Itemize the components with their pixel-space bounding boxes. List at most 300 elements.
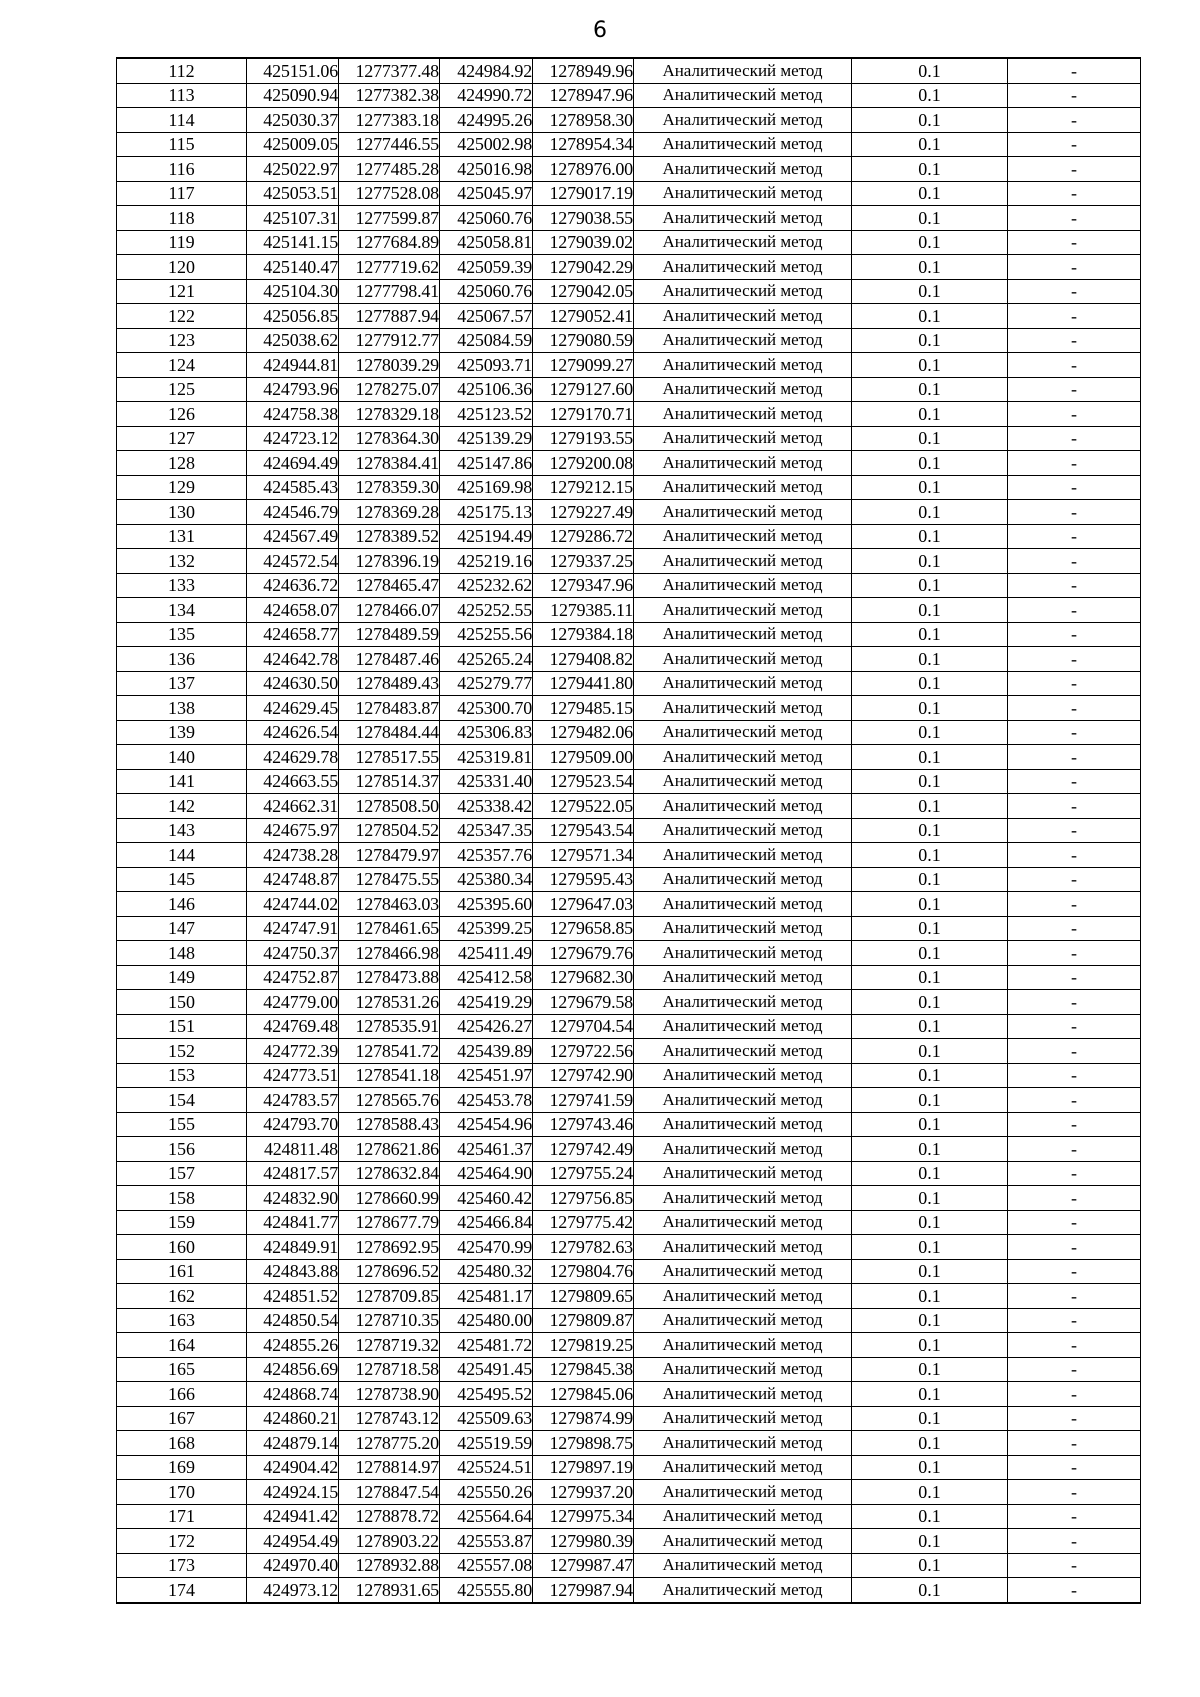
point-number-cell: 146 [117, 892, 247, 917]
table-body [117, 58, 1141, 1603]
point-number-cell: 118 [117, 206, 247, 231]
note-cell: - [1008, 622, 1141, 647]
y-old-cell: 1278508.50 [339, 794, 440, 819]
table-row [117, 451, 1141, 476]
note-cell: - [1008, 745, 1141, 770]
x-old-cell: 424843.88 [247, 1259, 339, 1284]
table-row [117, 1382, 1141, 1407]
x-old-cell: 424675.97 [247, 818, 339, 843]
note-cell: - [1008, 1284, 1141, 1309]
method-cell: Аналитический метод [634, 1553, 852, 1578]
table-row [117, 794, 1141, 819]
x-new-cell: 425059.39 [440, 255, 533, 280]
y-new-cell: 1279809.65 [533, 1284, 634, 1309]
point-number-cell: 121 [117, 279, 247, 304]
table-row [117, 1578, 1141, 1603]
y-new-cell: 1279385.11 [533, 598, 634, 623]
point-number-cell: 165 [117, 1357, 247, 1382]
x-new-cell: 425060.76 [440, 279, 533, 304]
y-new-cell: 1279722.56 [533, 1039, 634, 1064]
x-new-cell: 424995.26 [440, 108, 533, 133]
accuracy-cell: 0.1 [852, 426, 1008, 451]
table-row [117, 402, 1141, 427]
point-number-cell: 112 [117, 58, 247, 83]
point-number-cell: 117 [117, 181, 247, 206]
y-new-cell: 1279408.82 [533, 647, 634, 672]
y-old-cell: 1278660.99 [339, 1186, 440, 1211]
x-old-cell: 424850.54 [247, 1308, 339, 1333]
note-cell: - [1008, 279, 1141, 304]
y-old-cell: 1278369.28 [339, 500, 440, 525]
y-old-cell: 1278718.58 [339, 1357, 440, 1382]
x-old-cell: 424855.26 [247, 1333, 339, 1358]
x-old-cell: 424758.38 [247, 402, 339, 427]
point-number-cell: 169 [117, 1455, 247, 1480]
x-new-cell: 425252.55 [440, 598, 533, 623]
table-row [117, 377, 1141, 402]
accuracy-cell: 0.1 [852, 132, 1008, 157]
accuracy-cell: 0.1 [852, 1284, 1008, 1309]
note-cell: - [1008, 1063, 1141, 1088]
method-cell: Аналитический метод [634, 1406, 852, 1431]
method-cell: Аналитический метод [634, 279, 852, 304]
x-old-cell: 424832.90 [247, 1186, 339, 1211]
x-new-cell: 425060.76 [440, 206, 533, 231]
x-old-cell: 425141.15 [247, 230, 339, 255]
table-row [117, 916, 1141, 941]
x-old-cell: 424793.70 [247, 1112, 339, 1137]
accuracy-cell: 0.1 [852, 573, 1008, 598]
table-row [117, 500, 1141, 525]
point-number-cell: 131 [117, 524, 247, 549]
method-cell: Аналитический метод [634, 720, 852, 745]
x-old-cell: 424723.12 [247, 426, 339, 451]
y-new-cell: 1279845.06 [533, 1382, 634, 1407]
note-cell: - [1008, 1431, 1141, 1456]
note-cell: - [1008, 1014, 1141, 1039]
y-old-cell: 1278903.22 [339, 1529, 440, 1554]
x-old-cell: 424944.81 [247, 353, 339, 378]
x-old-cell: 425022.97 [247, 157, 339, 182]
x-old-cell: 424793.96 [247, 377, 339, 402]
note-cell: - [1008, 1186, 1141, 1211]
x-new-cell: 425399.25 [440, 916, 533, 941]
accuracy-cell: 0.1 [852, 1382, 1008, 1407]
y-old-cell: 1278504.52 [339, 818, 440, 843]
x-old-cell: 424567.49 [247, 524, 339, 549]
method-cell: Аналитический метод [634, 1308, 852, 1333]
x-new-cell: 425426.27 [440, 1014, 533, 1039]
y-new-cell: 1279286.72 [533, 524, 634, 549]
y-new-cell: 1279522.05 [533, 794, 634, 819]
point-number-cell: 124 [117, 353, 247, 378]
table-row [117, 1210, 1141, 1235]
y-new-cell: 1279647.03 [533, 892, 634, 917]
point-number-cell: 137 [117, 671, 247, 696]
table-row [117, 696, 1141, 721]
y-old-cell: 1278483.87 [339, 696, 440, 721]
accuracy-cell: 0.1 [852, 990, 1008, 1015]
x-old-cell: 424662.31 [247, 794, 339, 819]
y-old-cell: 1278531.26 [339, 990, 440, 1015]
accuracy-cell: 0.1 [852, 279, 1008, 304]
coordinates-table [116, 57, 1141, 1604]
y-old-cell: 1278466.07 [339, 598, 440, 623]
table-row [117, 255, 1141, 280]
y-old-cell: 1278473.88 [339, 965, 440, 990]
note-cell: - [1008, 1259, 1141, 1284]
x-old-cell: 424970.40 [247, 1553, 339, 1578]
note-cell: - [1008, 965, 1141, 990]
x-old-cell: 425107.31 [247, 206, 339, 231]
method-cell: Аналитический метод [634, 1578, 852, 1603]
x-old-cell: 424879.14 [247, 1431, 339, 1456]
table-row [117, 1161, 1141, 1186]
x-old-cell: 424744.02 [247, 892, 339, 917]
y-new-cell: 1279227.49 [533, 500, 634, 525]
accuracy-cell: 0.1 [852, 965, 1008, 990]
method-cell: Аналитический метод [634, 794, 852, 819]
method-cell: Аналитический метод [634, 132, 852, 157]
table-row [117, 475, 1141, 500]
point-number-cell: 171 [117, 1504, 247, 1529]
y-old-cell: 1278461.65 [339, 916, 440, 941]
accuracy-cell: 0.1 [852, 1235, 1008, 1260]
y-new-cell: 1279804.76 [533, 1259, 634, 1284]
y-old-cell: 1277528.08 [339, 181, 440, 206]
x-old-cell: 424748.87 [247, 867, 339, 892]
y-new-cell: 1279482.06 [533, 720, 634, 745]
point-number-cell: 167 [117, 1406, 247, 1431]
note-cell: - [1008, 916, 1141, 941]
y-old-cell: 1278396.19 [339, 549, 440, 574]
accuracy-cell: 0.1 [852, 206, 1008, 231]
method-cell: Аналитический метод [634, 843, 852, 868]
method-cell: Аналитический метод [634, 818, 852, 843]
table-row [117, 108, 1141, 133]
note-cell: - [1008, 255, 1141, 280]
x-old-cell: 424629.78 [247, 745, 339, 770]
method-cell: Аналитический метод [634, 671, 852, 696]
point-number-cell: 142 [117, 794, 247, 819]
accuracy-cell: 0.1 [852, 549, 1008, 574]
accuracy-cell: 0.1 [852, 1529, 1008, 1554]
x-old-cell: 424636.72 [247, 573, 339, 598]
table-row [117, 1357, 1141, 1382]
table-row [117, 132, 1141, 157]
note-cell: - [1008, 132, 1141, 157]
table-row [117, 1039, 1141, 1064]
x-new-cell: 425219.16 [440, 549, 533, 574]
x-new-cell: 425045.97 [440, 181, 533, 206]
method-cell: Аналитический метод [634, 1357, 852, 1382]
table-row [117, 573, 1141, 598]
table-row [117, 1186, 1141, 1211]
x-old-cell: 425038.62 [247, 328, 339, 353]
note-cell: - [1008, 1161, 1141, 1186]
method-cell: Аналитический метод [634, 451, 852, 476]
y-old-cell: 1278719.32 [339, 1333, 440, 1358]
accuracy-cell: 0.1 [852, 1357, 1008, 1382]
y-old-cell: 1278329.18 [339, 402, 440, 427]
x-new-cell: 425411.49 [440, 941, 533, 966]
note-cell: - [1008, 941, 1141, 966]
y-old-cell: 1278696.52 [339, 1259, 440, 1284]
note-cell: - [1008, 1406, 1141, 1431]
x-new-cell: 425175.13 [440, 500, 533, 525]
x-old-cell: 424849.91 [247, 1235, 339, 1260]
x-new-cell: 425338.42 [440, 794, 533, 819]
method-cell: Аналитический метод [634, 108, 852, 133]
accuracy-cell: 0.1 [852, 818, 1008, 843]
y-old-cell: 1278692.95 [339, 1235, 440, 1260]
x-new-cell: 425265.24 [440, 647, 533, 672]
note-cell: - [1008, 1235, 1141, 1260]
x-new-cell: 425454.96 [440, 1112, 533, 1137]
point-number-cell: 153 [117, 1063, 247, 1088]
x-new-cell: 425466.84 [440, 1210, 533, 1235]
accuracy-cell: 0.1 [852, 500, 1008, 525]
y-old-cell: 1278359.30 [339, 475, 440, 500]
x-new-cell: 425461.37 [440, 1137, 533, 1162]
point-number-cell: 126 [117, 402, 247, 427]
y-old-cell: 1278709.85 [339, 1284, 440, 1309]
method-cell: Аналитический метод [634, 230, 852, 255]
table-row [117, 671, 1141, 696]
note-cell: - [1008, 867, 1141, 892]
y-new-cell: 1279042.05 [533, 279, 634, 304]
table-row [117, 328, 1141, 353]
y-old-cell: 1278466.98 [339, 941, 440, 966]
table-row [117, 1137, 1141, 1162]
point-number-cell: 132 [117, 549, 247, 574]
y-old-cell: 1278463.03 [339, 892, 440, 917]
method-cell: Аналитический метод [634, 965, 852, 990]
method-cell: Аналитический метод [634, 475, 852, 500]
accuracy-cell: 0.1 [852, 1137, 1008, 1162]
x-new-cell: 425147.86 [440, 451, 533, 476]
y-old-cell: 1278489.43 [339, 671, 440, 696]
x-new-cell: 425306.83 [440, 720, 533, 745]
y-new-cell: 1279742.90 [533, 1063, 634, 1088]
point-number-cell: 158 [117, 1186, 247, 1211]
y-old-cell: 1278814.97 [339, 1455, 440, 1480]
accuracy-cell: 0.1 [852, 647, 1008, 672]
method-cell: Аналитический метод [634, 402, 852, 427]
accuracy-cell: 0.1 [852, 941, 1008, 966]
note-cell: - [1008, 451, 1141, 476]
y-new-cell: 1279052.41 [533, 304, 634, 329]
point-number-cell: 136 [117, 647, 247, 672]
y-new-cell: 1279775.42 [533, 1210, 634, 1235]
y-new-cell: 1279441.80 [533, 671, 634, 696]
method-cell: Аналитический метод [634, 58, 852, 83]
table-row [117, 892, 1141, 917]
note-cell: - [1008, 1578, 1141, 1603]
accuracy-cell: 0.1 [852, 524, 1008, 549]
y-new-cell: 1279679.76 [533, 941, 634, 966]
accuracy-cell: 0.1 [852, 622, 1008, 647]
note-cell: - [1008, 1553, 1141, 1578]
x-new-cell: 425495.52 [440, 1382, 533, 1407]
x-new-cell: 425357.76 [440, 843, 533, 868]
point-number-cell: 149 [117, 965, 247, 990]
y-new-cell: 1279099.27 [533, 353, 634, 378]
y-old-cell: 1278677.79 [339, 1210, 440, 1235]
note-cell: - [1008, 1455, 1141, 1480]
y-old-cell: 1277887.94 [339, 304, 440, 329]
note-cell: - [1008, 794, 1141, 819]
y-old-cell: 1278489.59 [339, 622, 440, 647]
method-cell: Аналитический метод [634, 1382, 852, 1407]
x-new-cell: 425419.29 [440, 990, 533, 1015]
accuracy-cell: 0.1 [852, 1553, 1008, 1578]
accuracy-cell: 0.1 [852, 1088, 1008, 1113]
y-new-cell: 1279987.47 [533, 1553, 634, 1578]
point-number-cell: 133 [117, 573, 247, 598]
point-number-cell: 173 [117, 1553, 247, 1578]
accuracy-cell: 0.1 [852, 1480, 1008, 1505]
x-new-cell: 425255.56 [440, 622, 533, 647]
y-new-cell: 1279212.15 [533, 475, 634, 500]
y-old-cell: 1278465.47 [339, 573, 440, 598]
accuracy-cell: 0.1 [852, 745, 1008, 770]
y-old-cell: 1277377.48 [339, 58, 440, 83]
x-old-cell: 424752.87 [247, 965, 339, 990]
point-number-cell: 156 [117, 1137, 247, 1162]
accuracy-cell: 0.1 [852, 1186, 1008, 1211]
method-cell: Аналитический метод [634, 1455, 852, 1480]
y-old-cell: 1277912.77 [339, 328, 440, 353]
y-old-cell: 1277382.38 [339, 83, 440, 108]
table-row [117, 720, 1141, 745]
accuracy-cell: 0.1 [852, 867, 1008, 892]
method-cell: Аналитический метод [634, 867, 852, 892]
point-number-cell: 123 [117, 328, 247, 353]
y-old-cell: 1278565.76 [339, 1088, 440, 1113]
note-cell: - [1008, 720, 1141, 745]
accuracy-cell: 0.1 [852, 304, 1008, 329]
table-row [117, 1235, 1141, 1260]
method-cell: Аналитический метод [634, 622, 852, 647]
note-cell: - [1008, 769, 1141, 794]
accuracy-cell: 0.1 [852, 1504, 1008, 1529]
note-cell: - [1008, 353, 1141, 378]
x-old-cell: 424783.57 [247, 1088, 339, 1113]
accuracy-cell: 0.1 [852, 1431, 1008, 1456]
x-new-cell: 425439.89 [440, 1039, 533, 1064]
y-old-cell: 1278541.72 [339, 1039, 440, 1064]
y-new-cell: 1279523.54 [533, 769, 634, 794]
y-old-cell: 1278479.97 [339, 843, 440, 868]
y-new-cell: 1279682.30 [533, 965, 634, 990]
x-old-cell: 424585.43 [247, 475, 339, 500]
accuracy-cell: 0.1 [852, 916, 1008, 941]
y-old-cell: 1278932.88 [339, 1553, 440, 1578]
x-new-cell: 425553.87 [440, 1529, 533, 1554]
y-new-cell: 1279756.85 [533, 1186, 634, 1211]
x-new-cell: 425519.59 [440, 1431, 533, 1456]
note-cell: - [1008, 671, 1141, 696]
y-new-cell: 1279975.34 [533, 1504, 634, 1529]
table-row [117, 941, 1141, 966]
method-cell: Аналитический метод [634, 990, 852, 1015]
point-number-cell: 155 [117, 1112, 247, 1137]
accuracy-cell: 0.1 [852, 598, 1008, 623]
note-cell: - [1008, 1480, 1141, 1505]
x-old-cell: 425140.47 [247, 255, 339, 280]
accuracy-cell: 0.1 [852, 1112, 1008, 1137]
x-old-cell: 424658.77 [247, 622, 339, 647]
note-cell: - [1008, 1137, 1141, 1162]
point-number-cell: 170 [117, 1480, 247, 1505]
point-number-cell: 122 [117, 304, 247, 329]
method-cell: Аналитический метод [634, 1480, 852, 1505]
y-old-cell: 1277383.18 [339, 108, 440, 133]
accuracy-cell: 0.1 [852, 451, 1008, 476]
x-new-cell: 425084.59 [440, 328, 533, 353]
x-old-cell: 424694.49 [247, 451, 339, 476]
accuracy-cell: 0.1 [852, 1039, 1008, 1064]
accuracy-cell: 0.1 [852, 1161, 1008, 1186]
y-new-cell: 1279658.85 [533, 916, 634, 941]
note-cell: - [1008, 83, 1141, 108]
accuracy-cell: 0.1 [852, 58, 1008, 83]
y-old-cell: 1277446.55 [339, 132, 440, 157]
note-cell: - [1008, 1504, 1141, 1529]
x-old-cell: 424817.57 [247, 1161, 339, 1186]
x-old-cell: 424769.48 [247, 1014, 339, 1039]
x-old-cell: 424738.28 [247, 843, 339, 868]
accuracy-cell: 0.1 [852, 181, 1008, 206]
x-old-cell: 424772.39 [247, 1039, 339, 1064]
y-new-cell: 1279042.29 [533, 255, 634, 280]
accuracy-cell: 0.1 [852, 1259, 1008, 1284]
note-cell: - [1008, 304, 1141, 329]
table-row [117, 279, 1141, 304]
point-number-cell: 157 [117, 1161, 247, 1186]
point-number-cell: 143 [117, 818, 247, 843]
method-cell: Аналитический метод [634, 769, 852, 794]
y-new-cell: 1279819.25 [533, 1333, 634, 1358]
method-cell: Аналитический метод [634, 1333, 852, 1358]
x-old-cell: 424642.78 [247, 647, 339, 672]
point-number-cell: 151 [117, 1014, 247, 1039]
note-cell: - [1008, 598, 1141, 623]
note-cell: - [1008, 1088, 1141, 1113]
x-new-cell: 424990.72 [440, 83, 533, 108]
method-cell: Аналитический метод [634, 1137, 852, 1162]
y-old-cell: 1278364.30 [339, 426, 440, 451]
note-cell: - [1008, 377, 1141, 402]
accuracy-cell: 0.1 [852, 328, 1008, 353]
x-new-cell: 425347.35 [440, 818, 533, 843]
method-cell: Аналитический метод [634, 304, 852, 329]
y-new-cell: 1279571.34 [533, 843, 634, 868]
method-cell: Аналитический метод [634, 181, 852, 206]
point-number-cell: 141 [117, 769, 247, 794]
y-old-cell: 1278621.86 [339, 1137, 440, 1162]
y-new-cell: 1279937.20 [533, 1480, 634, 1505]
accuracy-cell: 0.1 [852, 475, 1008, 500]
y-new-cell: 1279485.15 [533, 696, 634, 721]
y-new-cell: 1279509.00 [533, 745, 634, 770]
table-row [117, 818, 1141, 843]
note-cell: - [1008, 157, 1141, 182]
point-number-cell: 120 [117, 255, 247, 280]
x-old-cell: 424630.50 [247, 671, 339, 696]
y-new-cell: 1279384.18 [533, 622, 634, 647]
